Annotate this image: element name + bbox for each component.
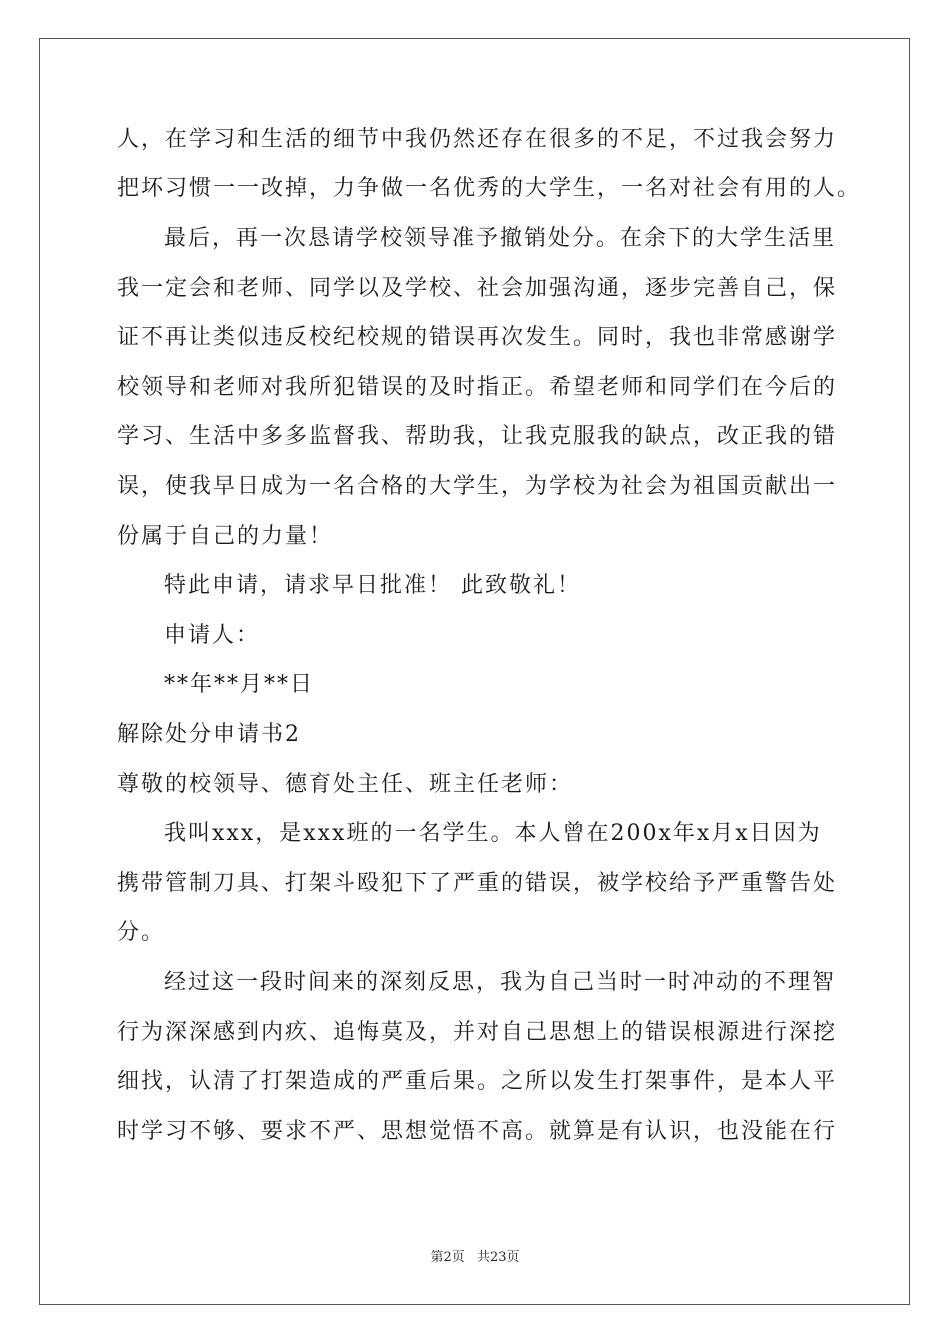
text-line: 把坏习惯一一改掉，力争做一名优秀的大学生，一名对社会有用的人。 bbox=[117, 176, 862, 201]
text-line: 携带管制刀具、打架斗殴犯下了严重的错误，被学校给予严重警告处 bbox=[117, 871, 838, 896]
text-line: 校领导和老师对我所犯错误的及时指正。希望老师和同学们在今后的 bbox=[117, 375, 838, 400]
text-line: 细找，认清了打架造成的严重后果。之所以发生打架事件，是本人平 bbox=[117, 1069, 838, 1094]
date-line: **年**月**日 bbox=[164, 672, 315, 697]
text-line: 学习、生活中多多监督我、帮助我，让我克服我的缺点，改正我的错 bbox=[117, 424, 838, 449]
text-line: 份属于自己的力量！ bbox=[117, 524, 334, 549]
page-number: 第2页 bbox=[430, 1250, 465, 1265]
text-line: 时学习不够、要求不严、思想觉悟不高。就算是有认识，也没能在行 bbox=[117, 1119, 838, 1144]
text-line: 误，使我早日成为一名合格的大学生，为学校为社会为祖国贡献出一 bbox=[117, 474, 838, 499]
text-line: 人，在学习和生活的细节中我仍然还存在很多的不足，不过我会努力 bbox=[117, 127, 838, 152]
applicant-label: 申请人： bbox=[164, 623, 261, 648]
text-line: 特此申请，请求早日批准！ 此致敬礼！ bbox=[164, 573, 581, 598]
page-total: 共23页 bbox=[476, 1250, 520, 1265]
salutation: 尊敬的校领导、德育处主任、班主任老师： bbox=[117, 772, 574, 797]
text-line: 我叫xxx，是xxx班的一名学生。本人曾在200x年x月x日因为 bbox=[164, 821, 822, 846]
text-line: 经过这一段时间来的深刻反思，我为自己当时一时冲动的不理智 bbox=[164, 970, 837, 995]
text-line: 行为深深感到内疚、追悔莫及，并对自己思想上的错误根源进行深挖 bbox=[117, 1020, 838, 1045]
page-footer bbox=[0, 1246, 950, 1265]
text-line: 分。 bbox=[117, 920, 166, 945]
text-line: 证不再让类似违反校纪校规的错误再次发生。同时，我也非常感谢学 bbox=[117, 325, 838, 350]
section-title: 解除处分申请书2 bbox=[117, 722, 301, 747]
text-line: 最后，再一次恳请学校领导准予撤销处分。在余下的大学生活里 bbox=[164, 226, 837, 251]
text-line: 我一定会和老师、同学以及学校、社会加强沟通，逐步完善自己，保 bbox=[117, 276, 838, 301]
